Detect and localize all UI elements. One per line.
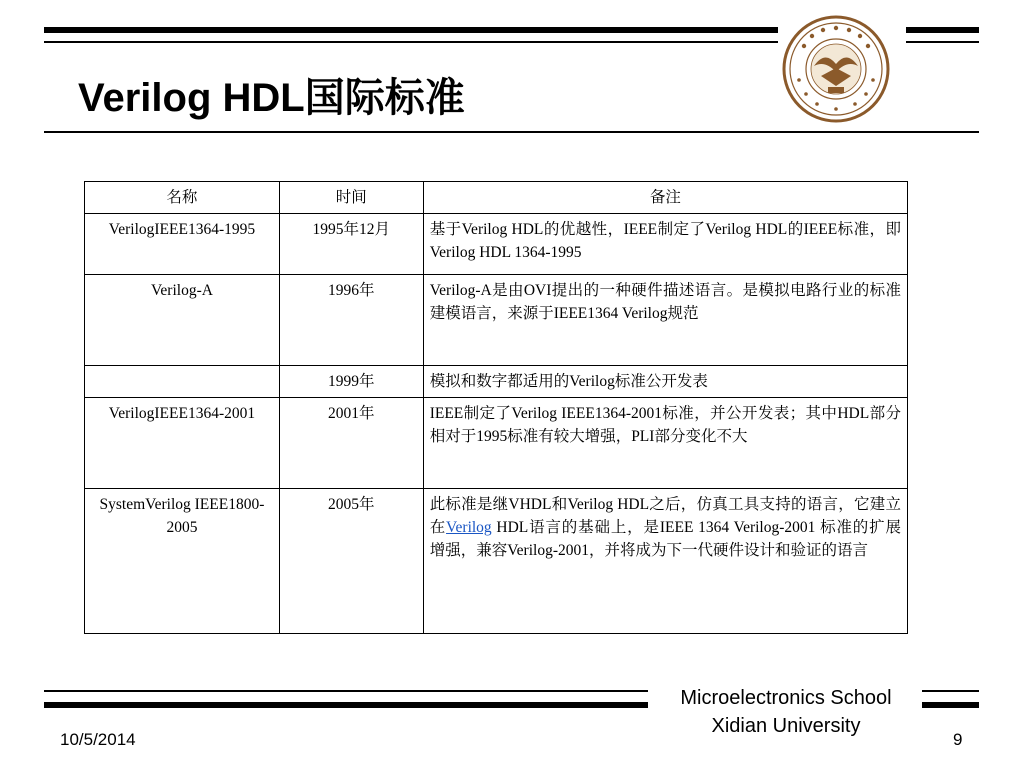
cell-name [85, 366, 280, 398]
cell-name: Verilog-A [85, 275, 280, 366]
verilog-link[interactable]: Verilog [446, 519, 492, 536]
page-number: 9 [953, 730, 963, 749]
cell-note [423, 489, 907, 634]
note-text-after: HDL语言的基础上，是IEEE 1364 Verilog-2001 标准的扩展增强，兼容Verilog-2001，并将成为下一代硬件设计和验证的语言 [429, 519, 901, 559]
table-row [85, 275, 908, 366]
cell-note: 模拟和数字都适用的Verilog标准公开发表 [423, 366, 907, 398]
cell-note: Verilog-A是由OVI提出的一种硬件描述语言。是模拟电路行业的标准建模语言，来源于IEEE1364 Verilog规范 [423, 275, 907, 366]
cell-time: 1999年 [279, 366, 423, 398]
cell-name: VerilogIEEE1364-2001 [85, 398, 280, 489]
cell-name: VerilogIEEE1364-1995 [85, 214, 280, 275]
table-row [85, 366, 908, 398]
footer-rule-thick-right [922, 702, 979, 708]
cell-time: 1996年 [279, 275, 423, 366]
table-header-row [85, 182, 908, 214]
xidian-university-seal-icon [781, 14, 891, 124]
cell-time: 1995年12月 [279, 214, 423, 275]
slide-date: 10/5/2014 [60, 730, 136, 749]
school-line-2: Xidian University [711, 715, 861, 737]
cell-note: IEEE制定了Verilog IEEE1364-2001标准，并公开发表；其中HDL部分相对于1995标准有较大增强，PLI部分变化不大 [423, 398, 907, 489]
header-rule-thick-right [906, 27, 979, 33]
cell-note: 基于Verilog HDL的优越性，IEEE制定了Verilog HDL的IEEE标准，即Verilog HDL 1364-1995 [423, 214, 907, 275]
cell-time: 2005年 [279, 489, 423, 634]
slide-title: Verilog HDL国际标准 [78, 76, 465, 120]
verilog-standards-table [84, 181, 908, 634]
title-underline [44, 131, 979, 133]
header-note: 备注 [423, 182, 907, 214]
table-row [85, 398, 908, 489]
cell-name: SystemVerilog IEEE1800-2005 [85, 489, 280, 634]
note-text-before: 此标准是继VHDL和Verilog HDL之后，仿真工具支持的语言，它建立在 [429, 496, 901, 536]
header-rule-thin-right [906, 41, 979, 43]
table-row [85, 489, 908, 634]
footer-rule-thin-right [922, 690, 979, 692]
school-name [656, 684, 916, 740]
table-row [85, 214, 908, 275]
header-name: 名称 [85, 182, 280, 214]
footer-rule-thin [44, 690, 648, 692]
footer-rule-thick [44, 702, 648, 708]
cell-time: 2001年 [279, 398, 423, 489]
header-rule-thick [44, 27, 778, 33]
header-rule-thin [44, 41, 778, 43]
header-time: 时间 [279, 182, 423, 214]
school-line-1: Microelectronics School [680, 687, 892, 709]
